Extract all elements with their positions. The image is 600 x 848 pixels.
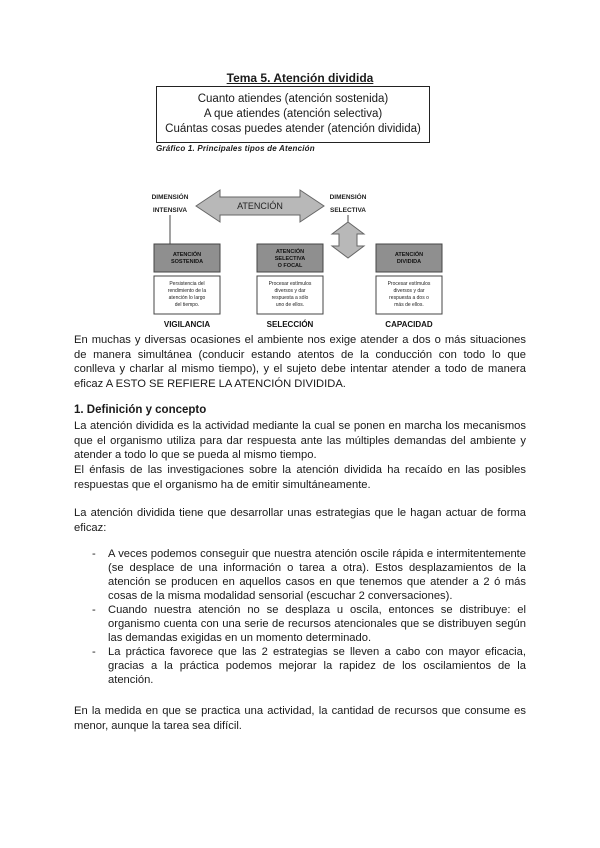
dim-left-line-1: DIMENSIÓN [151, 194, 189, 201]
box-selective-header-line-3: O FOCAL [277, 263, 303, 269]
center-label: ATENCIÓN [237, 201, 283, 211]
strategies-list [92, 547, 526, 687]
selective-vertical-arrow [332, 222, 364, 258]
attention-types-diagram [140, 178, 460, 330]
summary-line-divided: Cuántas cosas puedes atender (atención dividida) [165, 123, 421, 135]
chart-caption: Gráfico 1. Principales tipos de Atención [156, 144, 315, 153]
dim-left-line-2: INTENSIVA [152, 207, 188, 214]
summary-line-sustained: Cuanto atiendes (atención sostenida) [197, 93, 389, 105]
bullet-dash: - [92, 604, 96, 616]
definition-paragraph-1: La atención dividida es la actividad mediante la cual se ponen en marcha los mecanismos que el organismo utiliza para dar respuesta ante las múltiples demandas del ambiente y atender a todo lo que se pueda al mismo tiempo. [74, 420, 526, 461]
box-selective-header-line-1: ATENCIÓN [275, 249, 305, 255]
box-sustained-desc-line-4: del tiempo. [174, 302, 200, 308]
box-selective-header-line-2: SELECTIVA [274, 256, 306, 262]
list-item [92, 547, 526, 603]
list-item-text: A veces podemos conseguir que nuestra atención oscile rápida e intermitentemente (se desplace de una información o tarea a otra). Estos desplazamientos de la atención se producen en aquellos casos en que tenemos que atender a 2 ó más cosas de la misma modalidad sensorial (escuchar 2 conversaciones). [108, 548, 526, 602]
box-divided-desc-line-4: más de ellos. [394, 302, 424, 308]
dim-right-line-2: SELECTIVA [330, 207, 366, 214]
box-selective-desc-line-4: uno de ellos. [275, 302, 305, 308]
box-divided-label: CAPACIDAD [385, 320, 433, 329]
box-divided-header-line-2: DIVIDIDA [396, 259, 422, 265]
list-item-text: Cuando nuestra atención no se desplaza u oscila, entonces se distribuye: el organismo cuenta con una serie de recursos atencionales que se distribuyen según las demandas exigidas en un momento determinado. [108, 604, 526, 644]
definition-paragraph-2: El énfasis de las investigaciones sobre la atención dividida ha recaído en las posibles respuestas que el organismo ha de emitir simultáneamente. [74, 464, 526, 491]
bullet-dash: - [92, 548, 96, 560]
summary-box [156, 86, 430, 143]
box-selective-desc-line-1: Procesar estímulos [268, 281, 312, 287]
box-sustained-label: VIGILANCIA [163, 320, 211, 329]
dim-right-line-1: DIMENSIÓN [329, 194, 367, 201]
box-sustained-desc-line-1: Persistencia del [169, 281, 205, 287]
box-sustained-header-line-2: SOSTENIDA [170, 259, 204, 265]
strategies-intro: La atención dividida tiene que desarrollar unas estrategias que le hagan actuar de forma eficaz: [74, 507, 526, 534]
box-selective-desc-line-2: diversos y dar [274, 288, 306, 294]
box-sustained-desc-line-2: rendimiento de la [167, 288, 207, 294]
bullet-dash: - [92, 646, 96, 658]
box-sustained-desc-line-3: atención lo largo [168, 295, 206, 301]
box-divided-desc-line-1: Procesar estímulos [387, 281, 431, 287]
summary-line-selective: A que atiendes (atención selectiva) [203, 108, 383, 120]
list-item [92, 603, 526, 645]
box-divided-header [376, 244, 442, 272]
box-divided-desc-line-3: respuesta a dos o [389, 295, 429, 301]
closing-paragraph: En la medida en que se practica una actividad, la cantidad de recursos que consume es menor, aunque la tarea sea difícil. [74, 705, 526, 732]
box-divided-header-line-1: ATENCIÓN [394, 252, 424, 258]
list-item [92, 645, 526, 687]
box-sustained-header-line-1: ATENCIÓN [172, 252, 202, 258]
page-title: Tema 5. Atención dividida [226, 71, 374, 85]
box-selective-label: SELECCIÓN [266, 320, 314, 329]
box-selective-desc-line-3: respuesta a sólo [271, 295, 309, 301]
box-divided-desc-line-2: diversos y dar [393, 288, 425, 294]
list-item-text: La práctica favorece que las 2 estrategias se lleven a cabo con mayor eficacia, gracias a la práctica podemos mejorar la rapidez de los oscilamientos de la atención. [108, 646, 526, 686]
intro-paragraph: En muchas y diversas ocasiones el ambiente nos exige atender a dos o más situaciones de manera simultánea (conducir estando atentos de la conducción con todo lo que conlleva y charlar al mismo tiempo), y el sujeto debe intentar atender a todo de manera eficaz A ESTO SE REFIERE LA ATENCIÓN DIVIDIDA. [74, 334, 526, 390]
box-sustained-header [154, 244, 220, 272]
section-heading: 1. Definición y concepto [74, 404, 207, 416]
